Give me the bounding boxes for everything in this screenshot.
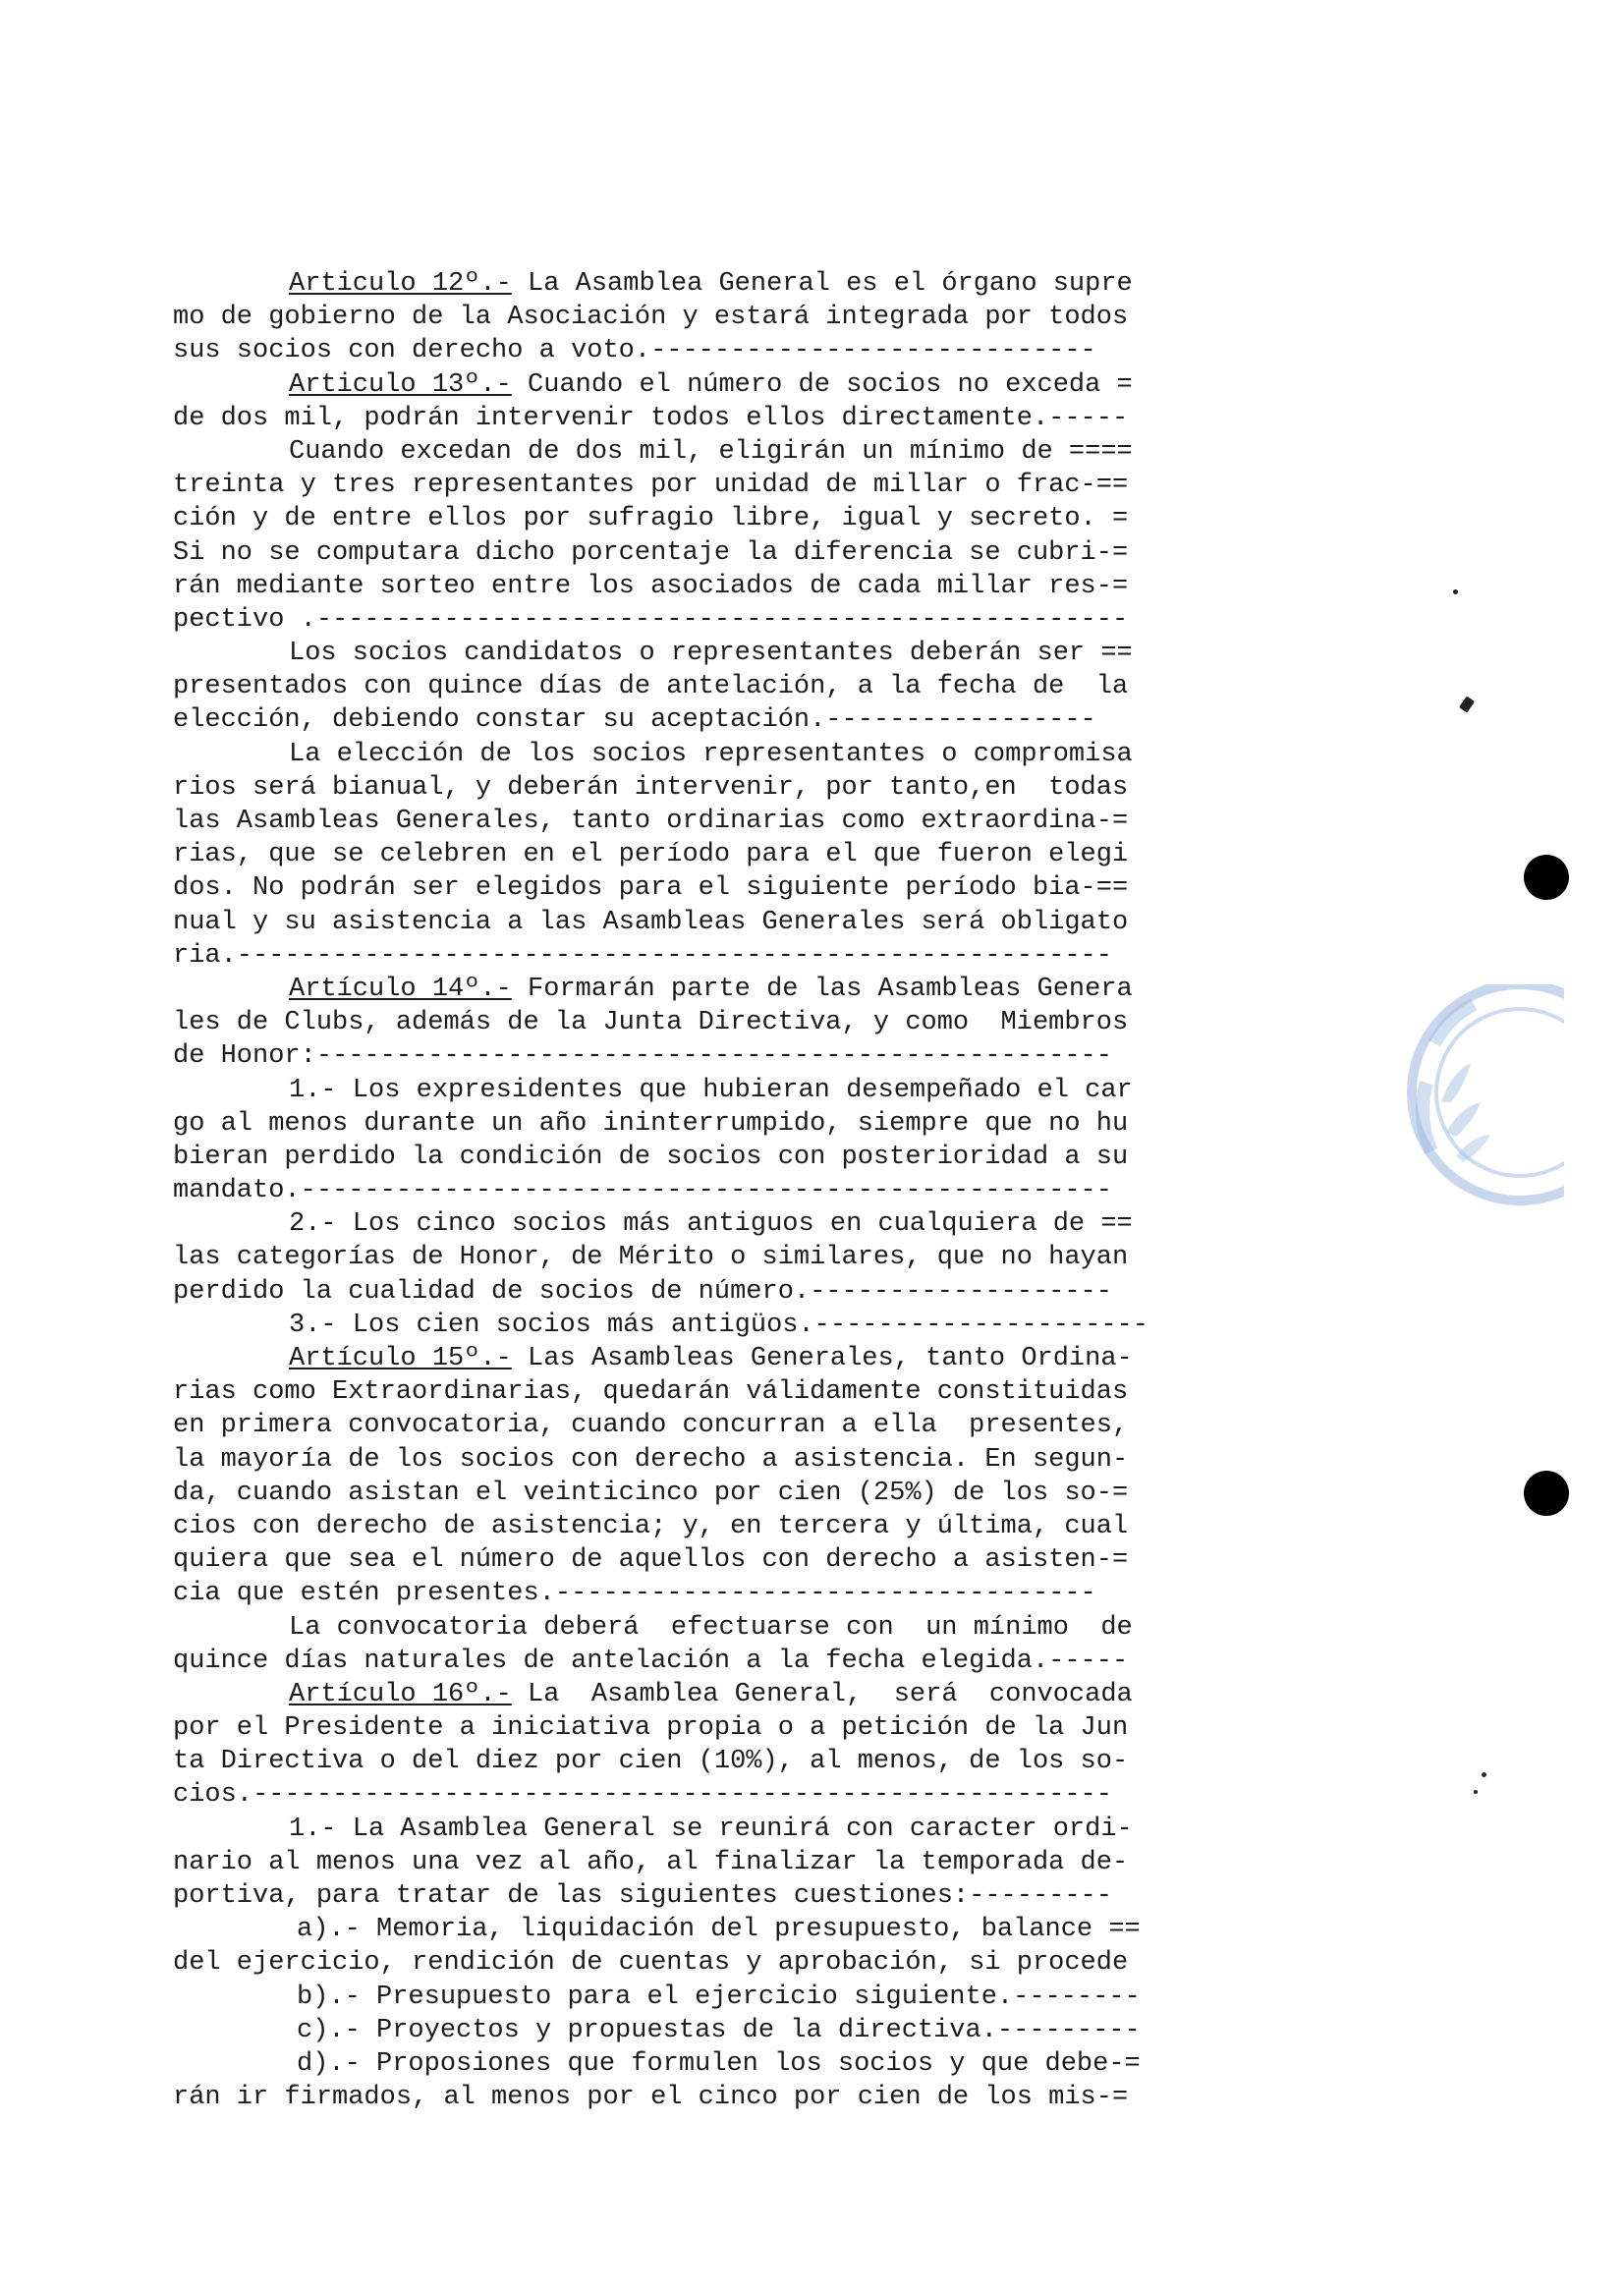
text-line <box>173 1913 1175 1946</box>
text-line <box>173 1745 1175 1778</box>
punch-hole <box>1524 855 1569 900</box>
line-text: elección, debiendo constar su aceptación.----------------- <box>173 705 1096 736</box>
line-text: rán mediante sorteo entre los asociados de cada millar res-= <box>173 571 1129 601</box>
line-text: pectivo .--------------------------------------------------- <box>173 604 1129 635</box>
line-text: les de Clubs, además de la Junta Directiva, y como Miembros <box>173 1008 1129 1038</box>
line-text: da, cuando asistan el veinticinco por cien (25%) de los so-= <box>173 1478 1129 1508</box>
line-text: La convocatoria deberá efectuarse con un mínimo de <box>289 1612 1133 1643</box>
text-line <box>173 1039 1175 1073</box>
text-line <box>173 1074 1175 1107</box>
text-line <box>173 1778 1175 1812</box>
line-text: Los socios candidatos o representantes deberán ser == <box>289 639 1133 669</box>
text-line <box>173 906 1175 939</box>
line-text: quince días naturales de antelación a la fecha elegida.----- <box>173 1646 1129 1676</box>
line-text: nual y su asistencia a las Asambleas Generales será obligato <box>173 907 1129 937</box>
line-text: mandato.--------------------------------------------------- <box>173 1176 1112 1206</box>
line-text: por el Presidente a iniciativa propia o a petición de la Jun <box>173 1713 1129 1744</box>
text-line <box>173 973 1175 1006</box>
line-text: rias, que se celebren en el período para el que fueron elegi <box>173 840 1129 870</box>
line-text: la mayoría de los socios con derecho a asistencia. En segun- <box>173 1444 1129 1475</box>
line-text: b).- Presupuesto para el ejercicio siguiente.-------- <box>297 1982 1141 2012</box>
line-text: Cuando excedan de dos mil, eligirán un mínimo de ==== <box>289 436 1133 467</box>
text-line <box>173 267 1175 301</box>
article-heading: Artículo 14º.- <box>289 974 512 1004</box>
line-text: de Honor:-------------------------------------------------- <box>173 1041 1112 1072</box>
line-text: dos. No podrán ser elegidos para el siguiente período bia-== <box>173 873 1129 904</box>
text-line <box>173 738 1175 771</box>
text-line <box>173 1678 1175 1711</box>
text-line <box>173 334 1175 367</box>
text-line <box>173 1342 1175 1375</box>
text-line <box>173 1981 1175 2014</box>
line-text: portiva, para tratar de las siguientes cuestiones:--------- <box>173 1881 1112 1911</box>
text-line <box>173 1879 1175 1913</box>
article-heading: Artículo 15º.- <box>289 1344 512 1373</box>
line-text: La Asamblea General es el órgano supre <box>511 269 1133 299</box>
text-line <box>173 1107 1175 1141</box>
line-text: go al menos durante un año ininterrumpido, siempre que no hu <box>173 1108 1129 1139</box>
text-line <box>173 838 1175 871</box>
text-line <box>173 805 1175 838</box>
article-heading: Articulo 13º.- <box>289 369 512 400</box>
line-text: La Asamblea General, será convocada <box>511 1679 1133 1709</box>
line-text: cios.------------------------------------------------------ <box>173 1780 1112 1811</box>
text-line <box>173 1375 1175 1409</box>
line-text: de dos mil, podrán intervenir todos ellos directamente.----- <box>173 403 1129 433</box>
text-line <box>173 703 1175 737</box>
line-text: presentados con quince días de antelación, a la fecha de la <box>173 672 1129 702</box>
line-text: 1.- Los expresidentes que hubieran desempeñado el car <box>289 1075 1133 1105</box>
line-text: ción y de entre ellos por sufragio libre, igual y secreto. = <box>173 504 1129 534</box>
text-line <box>173 301 1175 334</box>
line-text: cios con derecho de asistencia; y, en tercera y última, cual <box>173 1511 1129 1541</box>
line-text: quiera que sea el número de aquellos con derecho a asisten-= <box>173 1545 1129 1576</box>
text-line <box>173 570 1175 603</box>
line-text: cia que estén presentes.---------------------------------- <box>173 1579 1096 1609</box>
text-line <box>173 1813 1175 1846</box>
official-seal-svg <box>1348 984 1564 1230</box>
text-line <box>173 603 1175 637</box>
text-line <box>173 1477 1175 1510</box>
text-line <box>173 2047 1175 2081</box>
line-text: las categorías de Honor, de Mérito o similares, que no hayan <box>173 1243 1129 1273</box>
line-text: ria.------------------------------------------------------- <box>173 940 1112 971</box>
line-text: a).- Memoria, liquidación del presupuesto, balance == <box>297 1915 1141 1945</box>
text-line <box>173 1611 1175 1645</box>
line-text: c).- Proyectos y propuestas de la directiva.--------- <box>297 2015 1141 2045</box>
ink-speck <box>1453 589 1458 594</box>
text-line <box>173 1309 1175 1342</box>
text-line <box>173 1006 1175 1039</box>
ink-speck <box>1474 1790 1478 1794</box>
line-text: 2.- Los cinco socios más antiguos en cualquiera de == <box>289 1209 1133 1240</box>
line-text: perdido la cualidad de socios de número.------------------- <box>173 1276 1112 1307</box>
line-text: las Asambleas Generales, tanto ordinarias como extraordina-= <box>173 807 1129 836</box>
line-text: rias como Extraordinarias, quedarán válidamente constituidas <box>173 1377 1129 1408</box>
text-line <box>173 1241 1175 1274</box>
line-text: d).- Proposiones que formulen los socios y que debe-= <box>297 2048 1141 2079</box>
text-line <box>173 1645 1175 1678</box>
line-text: Cuando el número de socios no exceda = <box>511 369 1133 400</box>
ink-mark <box>1459 696 1475 712</box>
punch-hole <box>1524 1471 1569 1516</box>
text-line <box>173 1946 1175 1980</box>
text-line <box>173 939 1175 973</box>
text-line <box>173 1443 1175 1477</box>
text-line <box>173 1711 1175 1745</box>
line-text: rán ir firmados, al menos por el cinco por cien de los mis-= <box>173 2083 1129 2113</box>
text-line <box>173 1409 1175 1442</box>
official-seal-icon <box>1348 984 1564 1230</box>
text-line <box>173 637 1175 670</box>
text-line <box>173 1510 1175 1543</box>
line-text: Si no se computara dicho porcentaje la diferencia se cubri-= <box>173 537 1129 568</box>
text-line <box>173 2014 1175 2047</box>
line-text: Formarán parte de las Asambleas Genera <box>511 974 1133 1004</box>
text-line <box>173 670 1175 703</box>
text-line <box>173 1577 1175 1610</box>
line-text: sus socios con derecho a voto.---------------------------- <box>173 336 1096 366</box>
text-line <box>173 1543 1175 1577</box>
ink-speck <box>1482 1772 1486 1777</box>
line-text: rios será bianual, y deberán intervenir, por tanto,en todas <box>173 772 1129 803</box>
text-line <box>173 402 1175 435</box>
line-text: 3.- Los cien socios más antigüos.--------------------- <box>289 1310 1148 1340</box>
line-text: 1.- La Asamblea General se reunirá con caracter ordi- <box>289 1814 1133 1844</box>
text-line <box>173 771 1175 805</box>
line-text: del ejercicio, rendición de cuentas y aprobación, si procede <box>173 1948 1129 1979</box>
line-text: Las Asambleas Generales, tanto Ordina- <box>511 1344 1133 1373</box>
article-heading: Articulo 12º.- <box>289 269 512 299</box>
article-heading: Artículo 16º.- <box>289 1679 512 1709</box>
line-text: bieran perdido la condición de socios con posterioridad a su <box>173 1142 1129 1172</box>
text-line <box>173 1174 1175 1207</box>
text-line <box>173 871 1175 905</box>
line-text: mo de gobierno de la Asociación y estará integrada por todos <box>173 303 1129 333</box>
text-line <box>173 2081 1175 2114</box>
line-text: La elección de los socios representantes o compromisa <box>289 739 1133 769</box>
text-line <box>173 536 1175 570</box>
text-line <box>173 1141 1175 1174</box>
text-line <box>173 1275 1175 1309</box>
text-line <box>173 469 1175 502</box>
text-line <box>173 368 1175 402</box>
line-text: treinta y tres representantes por unidad de millar o frac-== <box>173 471 1129 501</box>
line-text: ta Directiva o del diez por cien (10%), al menos, de los so- <box>173 1747 1129 1777</box>
line-text: nario al menos una vez al año, al finalizar la temporada de- <box>173 1847 1129 1877</box>
text-line <box>173 435 1175 469</box>
text-line <box>173 1846 1175 1879</box>
text-line <box>173 502 1175 535</box>
text-line <box>173 1207 1175 1241</box>
line-text: en primera convocatoria, cuando concurran a ella presentes, <box>173 1411 1129 1441</box>
document-body <box>173 267 1175 2114</box>
